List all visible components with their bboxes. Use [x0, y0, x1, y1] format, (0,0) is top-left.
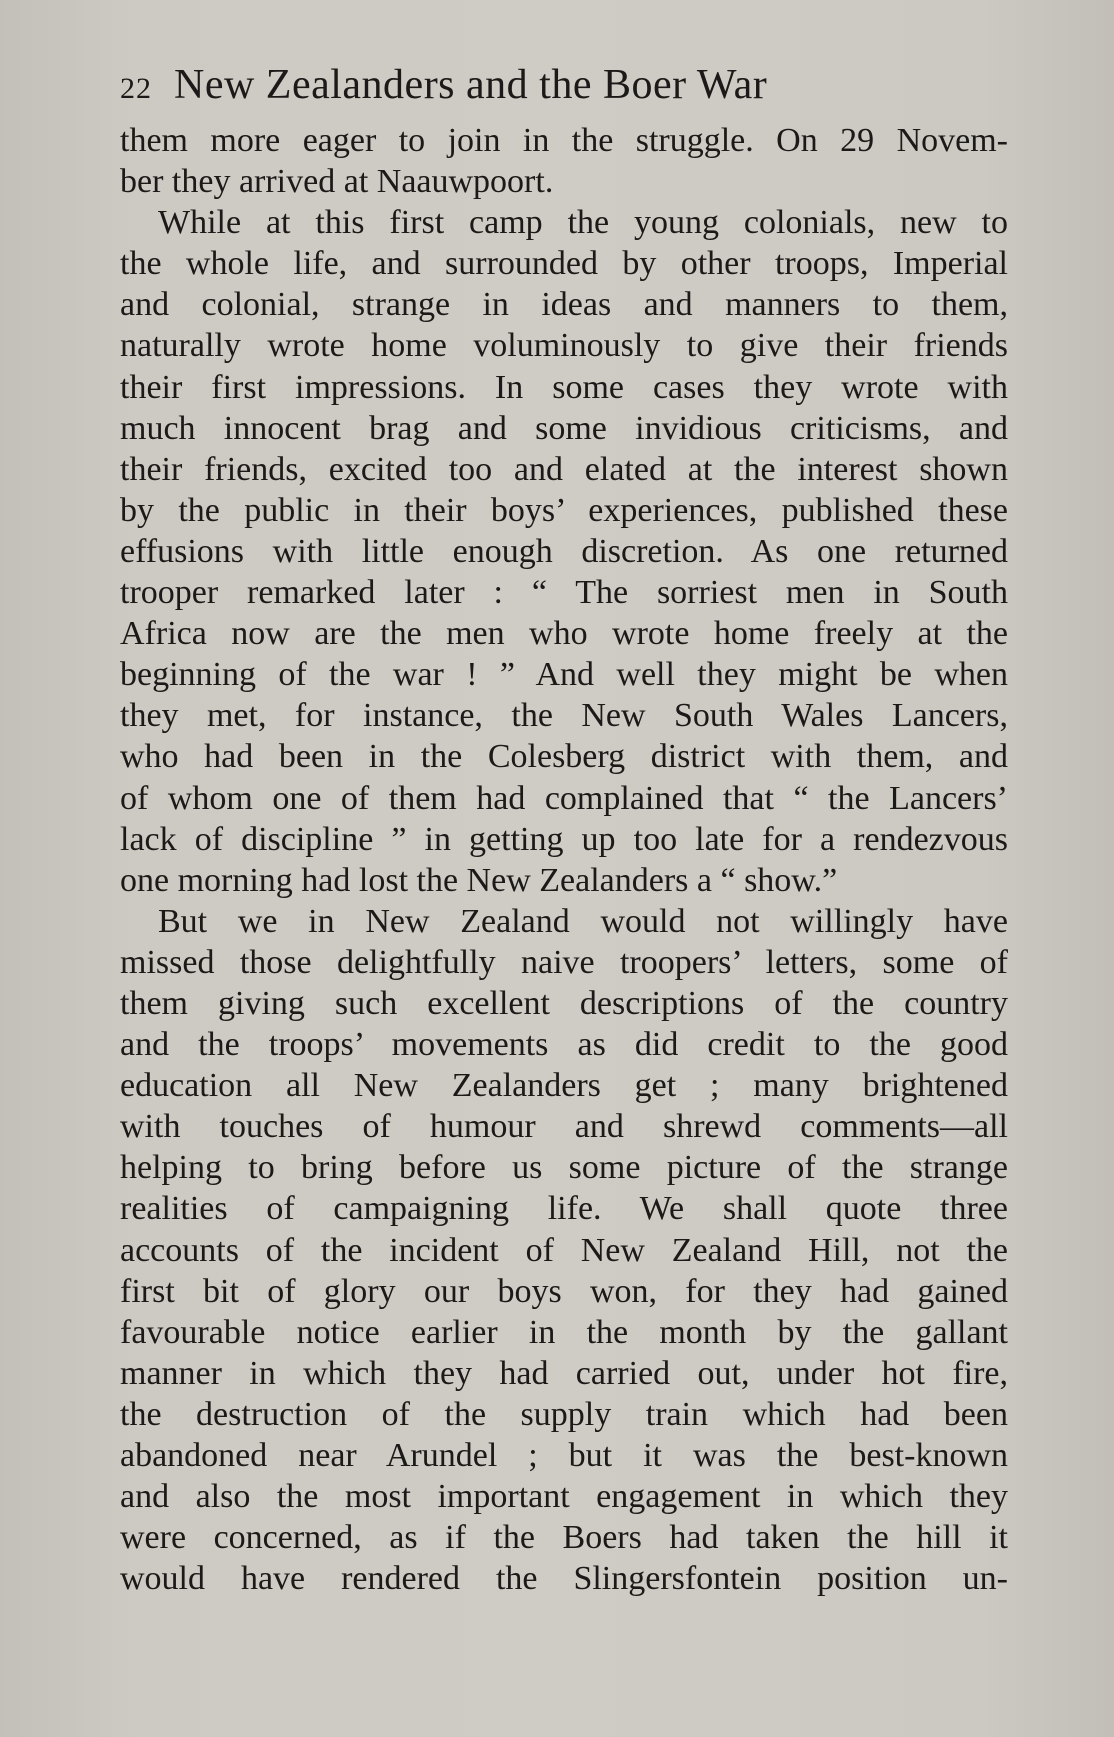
text-line: of whom one of them had complained that “ the Lancers’: [120, 779, 1008, 817]
text-line: they met, for instance, the New South Wales Lancers,: [120, 697, 1008, 735]
text-line: abandoned near Arundel ; but it was the best-known: [120, 1437, 1008, 1474]
running-head: [120, 58, 1008, 112]
text-line: one morning had lost the New Zealanders a “ show.”: [120, 861, 838, 899]
text-line: ber they arrived at Naauwpoort.: [120, 163, 554, 201]
text-line: beginning of the war ! ” And well they might be when: [120, 656, 1008, 694]
text-line: trooper remarked later : “ The sorriest men in South: [120, 574, 1008, 612]
text-line: helping to bring before us some picture of the strange: [120, 1149, 1008, 1187]
text-line: by the public in their boys’ experiences, published these: [120, 491, 1008, 529]
text-line: who had been in the Colesberg district with them, and: [120, 738, 1008, 776]
text-line: Africa now are the men who wrote home freely at the: [120, 615, 1008, 653]
text-line: the destruction of the supply train which had been: [120, 1395, 1008, 1433]
text-line: first bit of glory our boys won, for they had gained: [120, 1272, 1008, 1310]
text-line: them giving such excellent descriptions of the country: [120, 984, 1008, 1022]
text-line: education all New Zealanders get ; many brightened: [120, 1067, 1008, 1105]
text-line: their first impressions. In some cases they wrote with: [120, 368, 1008, 406]
text-line: and also the most important engagement in which they: [120, 1478, 1008, 1516]
text-line: favourable notice earlier in the month by the gallant: [120, 1313, 1008, 1351]
text-line: the whole life, and surrounded by other troops, Imperial: [120, 245, 1008, 283]
text-line: But we in New Zealand would not willingly have: [158, 902, 1008, 940]
text-line: effusions with little enough discretion. As one returned: [120, 532, 1008, 570]
text-line: naturally wrote home voluminously to give their friends: [120, 327, 1008, 365]
text-line: realities of campaigning life. We shall quote three: [120, 1190, 1008, 1228]
paragraph: [120, 202, 1008, 901]
page-number: 22: [120, 72, 152, 105]
paragraph: [120, 901, 1008, 1600]
text-line: would have rendered the Slingersfontein position un-: [120, 1560, 1008, 1598]
text-line: accounts of the incident of New Zealand Hill, not the: [120, 1231, 1008, 1269]
book-page: [120, 58, 1008, 1599]
text-line: with touches of humour and shrewd comments—all: [120, 1108, 1008, 1146]
text-line: manner in which they had carried out, under hot fire,: [120, 1354, 1008, 1392]
text-line: were concerned, as if the Boers had taken the hill it: [120, 1519, 1008, 1557]
paragraph: [120, 120, 1008, 202]
text-line: much innocent brag and some invidious criticisms, and: [120, 409, 1008, 447]
text-line: While at this first camp the young colonials, new to: [158, 204, 1008, 242]
text-line: and the troops’ movements as did credit to the good: [120, 1026, 1008, 1064]
body-text: [120, 120, 1008, 1599]
text-line: missed those delightfully naive troopers’ letters, some of: [120, 943, 1008, 981]
book-title: New Zealanders and the Boer War: [174, 62, 768, 108]
text-line: lack of discipline ” in getting up too late for a rendezvous: [120, 820, 1008, 858]
text-line: and colonial, strange in ideas and manners to them,: [120, 286, 1008, 324]
text-line: their friends, excited too and elated at the interest shown: [120, 450, 1008, 488]
text-line: them more eager to join in the struggle. On 29 Novem-: [120, 122, 1008, 159]
